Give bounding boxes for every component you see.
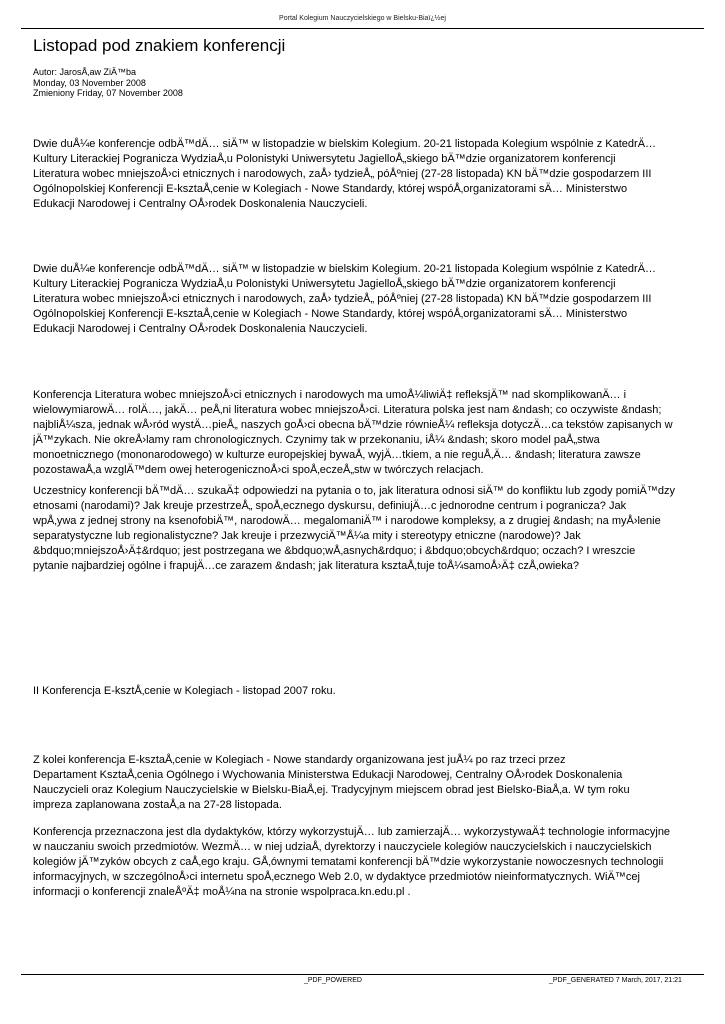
text-line: Dwie duÅ¼e konferencje odbÄ™dÄ… siÄ™ w listopadzie w bielskim Kolegium. 20-21 listopada Kolegium wspólnie z KatedrÄ… <box>33 263 657 275</box>
page-header: Portal Kolegium Nauczycielskiego w Bielsku-Biaï¿½ej <box>279 15 446 22</box>
text-line: informacyjnych, w szczególnoÅ›ci internetu spoÅ‚ecznego Web 2.0, w dydaktyce przedmiotów nieinformatycznych. WiÄ™cej <box>33 871 640 883</box>
paragraph-intro <box>33 137 725 212</box>
article-title: Listopad pod znakiem konferencji <box>33 36 286 55</box>
text-line: Konferencja przeznaczona jest dla dydaktyków, którzy wykorzystujÄ… lub zamierzajÄ… wykorzystywaÄ‡ technologie informacyjne <box>33 826 671 838</box>
text-line: informacji o konferencji znaleÅºÄ‡ moÅ¼na na stronie wspolpraca.kn.edu.pl . <box>33 886 411 898</box>
article-modified-date: Zmieniony Friday, 07 November 2008 <box>33 88 183 98</box>
paragraph-previous-conference <box>33 684 725 699</box>
paragraph-participants <box>33 484 725 574</box>
text-line: Edukacji Narodowej i Centralny OÅ›rodek Doskonalenia Nauczycieli. <box>33 323 368 335</box>
text-line: etnosami (narodami)? Jak kreuje przestrzeÅ„ spoÅ‚ecznego dyskursu, definiujÄ…c jednorodne centrum i pogranicza? Jak <box>33 500 627 512</box>
text-line: Uczestnicy konferencji bÄ™dÄ… szukaÄ‡ odpowiedzi na pytania o to, jak literatura odnosi siÄ™ do konfliktu lub zgody pomiÄ™dzy <box>33 485 675 497</box>
text-line: Literatura wobec mniejszoÅ›ci etnicznych i narodowych, zaÅ› tydzieÅ„ póÅºniej (27-28 listopada) KN bÄ™dzie gospodarzem III <box>33 168 652 180</box>
text-line: monoetnicznego (mononarodowego) w kulturze europejskiej bywaÅ‚ wyjÄ…tkiem, a nie reguÅ‚Ä… &ndash; literatura zawsze <box>33 449 641 461</box>
text-line: Edukacji Narodowej i Centralny OÅ›rodek Doskonalenia Nauczycieli. <box>33 198 368 210</box>
text-line: Ogólnopolskiej Konferencji E-ksztaÅ‚cenie w Kolegiach - Nowe Standardy, której wspóÅ‚organizatorami sÄ… Ministerstwo <box>33 183 628 195</box>
paragraph-audience <box>33 825 725 900</box>
text-line: pytanie najbardziej ogólne i frapujÄ…ce zarazem &ndash; jak literatura ksztaÅ‚tuje toÅ¼samoÅ›Ä‡ czÅ‚owieka? <box>33 560 580 572</box>
text-line: Literatura wobec mniejszoÅ›ci etnicznych i narodowych, zaÅ› tydzieÅ„ póÅºniej (27-28 listopada) KN bÄ™dzie gospodarzem III <box>33 293 652 305</box>
article-author: Autor: JarosÅ‚aw ZiÄ™ba <box>33 67 137 77</box>
footer-powered: _PDF_POWERED <box>304 977 362 984</box>
text-line: Departament KsztaÅ‚cenia Ogólnego i Wychowania Ministerstwa Edukacji Narodowej, Centralny OÅ›rodek Doskonalenia <box>33 769 623 781</box>
text-line: Kultury Literackiej Pogranicza WydziaÅ‚u Polonistyki Uniwersytetu JagielloÅ„skiego bÄ™dzie organizatorem konferencji <box>33 278 616 290</box>
text-line: w nauczaniu swoich przedmiotów. WezmÄ… w niej udziaÅ‚ dyrektorzy i nauczyciele kolegiów nauczycielskich i nauczycielskich <box>33 841 652 853</box>
text-line: separatystyczne lub regionalistyczne? Jak kreuje i przezwyciÄ™Å¼a mity i stereotypy etniczne (narodowe)? Jak <box>33 530 581 542</box>
text-line: &bdquo;mniejszoÅ›Ä‡&rdquo; jest postrzegana we &bdquo;wÅ‚asnych&rdquo; i &bdquo;obcych&rdquo; oczach? I wreszcie <box>33 545 636 557</box>
text-line: Konferencja Literatura wobec mniejszoÅ›ci etnicznych i narodowych ma umoÅ¼liwiÄ‡ refleksjÄ™ nad skomplikowanÄ… i <box>33 389 627 401</box>
footer-divider <box>21 974 704 975</box>
text-line: pozostawaÅ‚a wzglÄ™dem owej heterogenicznoÅ›ci spoÅ‚eczeÅ„stw w twórczych relacjach. <box>33 464 484 476</box>
text-line: Ogólnopolskiej Konferencji E-ksztaÅ‚cenie w Kolegiach - Nowe Standardy, której wspóÅ‚organizatorami sÄ… Ministerstwo <box>33 308 628 320</box>
header-divider <box>21 28 704 29</box>
text-line: impreza zaplanowana zostaÅ‚a na 27-28 listopada. <box>33 799 282 811</box>
text-line: najbliÅ¼sza, jednak wÅ›ród wystÄ…pieÅ„ naszych goÅ›ci obecna bÄ™dzie równieÅ¼ refleksja dotyczÄ…ca tekstów zapisanych w <box>33 419 673 431</box>
footer-generated: _PDF_GENERATED 7 March, 2017, 21:21 <box>549 977 682 984</box>
text-line: Z kolei konferencja E-ksztaÅ‚cenie w Kolegiach - Nowe standardy organizowana jest juÅ¼ po raz trzeci przez <box>33 754 566 766</box>
text-line: kolegiów jÄ™zyków obcych z caÅ‚ego kraju. GÅ‚ównymi tematami konferencji bÄ™dzie wykorzystanie nowoczesnych technologii <box>33 856 664 868</box>
paragraph-e-learning-conference <box>33 753 725 813</box>
text-line: Nauczycieli oraz Kolegium Nauczycielskie w Bielsku-BiaÅ‚ej. Tradycyjnym miejscem obrad jest Bielsko-BiaÅ‚a. W tym roku <box>33 784 630 796</box>
text-line: wpÅ‚ywa z jednej strony na ksenofobiÄ™, narodowÄ… megalomaniÄ™ i narodowe kompleksy, a z drugiej &ndash; na myÅ›lenie <box>33 515 661 527</box>
paragraph-intro-repeat <box>33 262 725 337</box>
article-date: Monday, 03 November 2008 <box>33 77 146 88</box>
article-meta <box>33 67 183 99</box>
text-line: II Konferencja E-ksztÅ‚cenie w Kolegiach - listopad 2007 roku. <box>33 685 336 697</box>
text-line: jÄ™zykach. Nie okreÅ›lamy ram chronologicznych. Czynimy tak w przekonaniu, iÅ¼ &ndash; skoro model paÅ„stwa <box>33 434 600 446</box>
text-line: Kultury Literackiej Pogranicza WydziaÅ‚u Polonistyki Uniwersytetu JagielloÅ„skiego bÄ™dzie organizatorem konferencji <box>33 153 616 165</box>
paragraph-literature-conference <box>33 388 725 478</box>
text-line: Dwie duÅ¼e konferencje odbÄ™dÄ… siÄ™ w listopadzie w bielskim Kolegium. 20-21 listopada Kolegium wspólnie z KatedrÄ… <box>33 138 657 150</box>
text-line: wielowymiarowÄ… rolÄ…, jakÄ… peÅ‚ni literatura wobec mniejszoÅ›ci. Literatura polska jest nam &ndash; co oczywiste &ndash; <box>33 404 662 416</box>
